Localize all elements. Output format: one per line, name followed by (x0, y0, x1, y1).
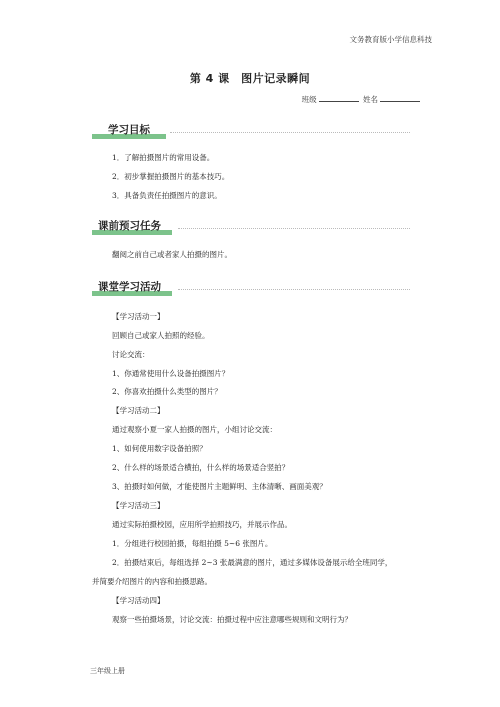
activity-line: 1、如何使用数字设备拍照？ (112, 444, 207, 453)
activity-heading: 【学习活动三】 (112, 501, 165, 510)
goal-item: 2．初步掌握拍摄图片的基本技巧。 (112, 172, 230, 181)
activity-heading: 【学习活动二】 (112, 406, 165, 415)
section-heading: 课堂学习活动 (98, 281, 161, 293)
name-label: 姓名 (363, 95, 378, 104)
class-blank[interactable] (319, 93, 359, 102)
activity-line: 讨论交流： (112, 350, 150, 359)
section-preview (90, 217, 410, 237)
activity-line: 观察一些拍摄场景，讨论交流：拍摄过程中应注意哪些规则和文明行为？ (112, 615, 352, 624)
activity-line: 2、你喜欢拍摄什么类型的图片？ (112, 387, 222, 396)
class-label: 班级 (301, 95, 317, 104)
student-info-line (302, 93, 422, 105)
section-heading: 课前预习任务 (98, 220, 161, 232)
publisher-header: 文务教育版小学信息科技 (349, 35, 432, 44)
activity-line: 1．分组进行校园拍摄，每组拍摄 5~6 张图片。 (112, 539, 273, 548)
activity-line: 2．拍摄结束后，每组选择 2~3 张最满意的图片，通过多媒体设备展示给全班同学， (112, 558, 393, 567)
activity-line: 回顾自己或家人拍照的经验。 (112, 331, 210, 340)
section-divider (178, 228, 410, 229)
lesson-title: 第 4 课 图片记录瞬间 (189, 72, 311, 85)
activity-heading: 【学习活动四】 (112, 596, 165, 605)
goal-item: 3．具备负责任拍摄图片的意识。 (112, 191, 222, 200)
name-blank[interactable] (380, 93, 420, 102)
activity-line: 2、什么样的场景适合横拍，什么样的场景适合竖拍？ (112, 463, 290, 472)
section-divider (170, 132, 410, 133)
preview-text: 翻阅之前自己或者家人拍摄的图片。 (112, 250, 232, 259)
section-goals (90, 121, 410, 141)
section-activities (90, 278, 410, 298)
section-heading: 学习目标 (108, 124, 150, 136)
grade-footer: 三年级上册 (90, 667, 125, 675)
activity-heading: 【学习活动一】 (112, 312, 165, 321)
activity-line: 1、你通常使用什么设备拍摄图片？ (112, 369, 230, 378)
activity-line: 通过观察小夏一家人拍摄的图片，小组讨论交流： (112, 425, 277, 434)
activity-line: 通过实际拍摄校园，应用所学拍照技巧，并展示作品。 (112, 520, 292, 529)
section-divider (178, 289, 410, 290)
activity-line: 3、拍摄时如何做，才能使图片主题鲜明、主体清晰、画面美观？ (112, 482, 327, 491)
activity-line: 并简要介绍图片的内容和拍摄思路。 (92, 577, 212, 586)
goal-item: 1．了解拍摄图片的常用设备。 (112, 153, 215, 162)
